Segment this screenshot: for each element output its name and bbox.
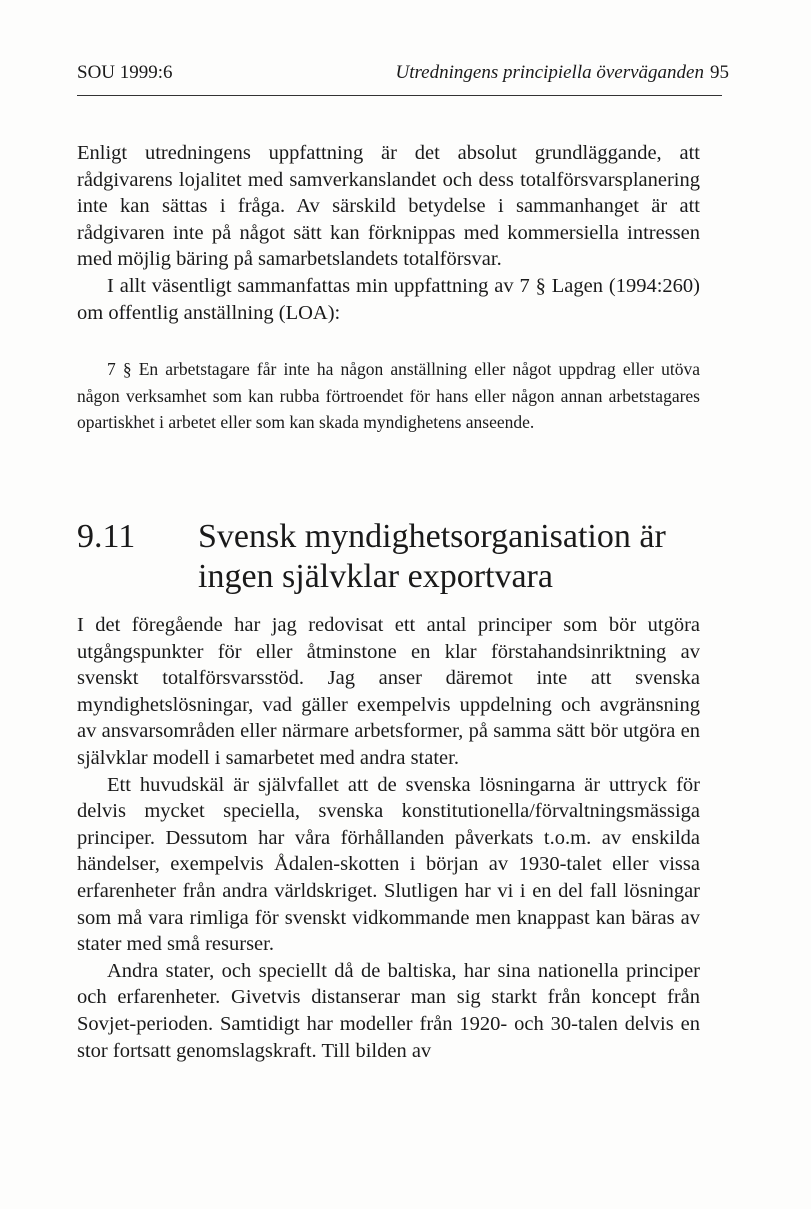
body-paragraph-1: I det föregående har jag redovisat ett antal principer som bör utgöra utgångspunkter för eller åtminstone en klar förstahandsinriktning av svenskt totalförsvarsstöd. Jag anser däremot inte att svenska myndighetslösningar, vad gäller exempelvis uppdelning och avgränsning av ansvarsområden eller närmare arbetsformer, på samma sätt bör utgöra en självklar modell i samarbetet med andra stater.: [77, 614, 700, 769]
section-title: Svensk myndighetsorganisation är ingen självklar exportvara: [198, 518, 666, 595]
intro-text: [77, 140, 700, 326]
header-rule: [77, 95, 722, 96]
chapter-title-text: Utredningens principiella överväganden: [395, 62, 704, 83]
page-number: 95: [710, 62, 729, 83]
body-text: [77, 612, 700, 1064]
report-reference: SOU 1999:6: [77, 62, 173, 83]
body-paragraph-2: Ett huvudskäl är självfallet att de svenska lösningarna är uttryck för delvis mycket speciella, svenska konstitutionella/förvaltningsmässiga principer. Dessutom har våra förhållanden påverkats t.o.m. av enskilda händelser, exempelvis Ådalen-skotten i början av 1930-talet eller vissa erfarenheter från andra världskriget. Slutligen har vi i en del fall lösningar som må vara rimliga för svenskt vidkommande men knappast kan bäras av stater med små resurser.: [77, 773, 700, 956]
law-quote-text: 7 § En arbetstagare får inte ha någon anställning eller något uppdrag eller utöva någon verksamhet som kan rubba förtroendet för hans eller någon annan arbetstagares opartiskhet i arbetet eller som kan skada myndighetens anseende.: [77, 359, 700, 432]
law-quote: [77, 356, 700, 436]
running-header: [77, 58, 729, 88]
section-heading: [77, 517, 717, 597]
intro-paragraph-1: Enligt utredningens uppfattning är det absolut grundläggande, att rådgivarens lojalitet med samverkanslandet och dess totalförsvarsplanering inte kan sättas i fråga. Av särskild betydelse i sammanhanget är att rådgivaren inte på något sätt kan förknippas med kommersiella intressen med möjlig bäring på samarbetslandets totalförsvar.: [77, 142, 700, 271]
chapter-title-header: [395, 58, 729, 88]
section-number: 9.11: [77, 518, 136, 555]
intro-paragraph-2: I allt väsentligt sammanfattas min uppfattning av 7 § Lagen (1994:260) om offentlig anställning (LOA):: [77, 274, 700, 324]
body-paragraph-3: Andra stater, och speciellt då de baltiska, har sina nationella principer och erfarenheter. Givetvis distanserar man sig starkt från koncept från Sovjet-perioden. Samtidigt har modeller från 1920- och 30-talen delvis en stor fortsatt genomslagskraft. Till bilden av: [77, 959, 700, 1062]
